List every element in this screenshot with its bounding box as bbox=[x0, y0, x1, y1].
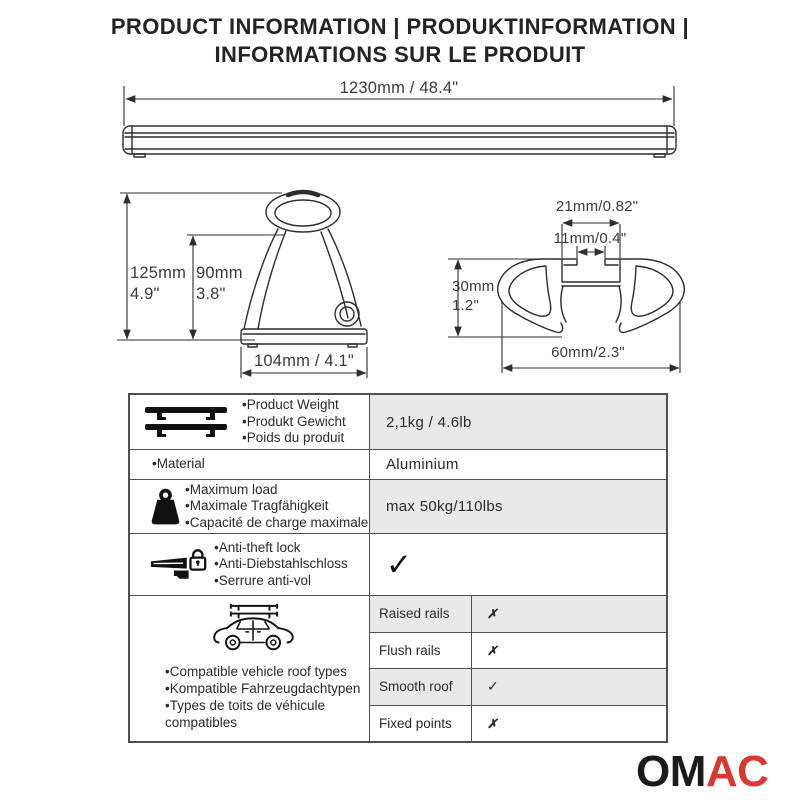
dim-foot-total-height: 125mm 4.9" bbox=[130, 264, 187, 303]
table-row-max-load bbox=[130, 479, 666, 533]
omac-logo-red: AC bbox=[705, 747, 769, 796]
anti-theft-checkmark: ✓ bbox=[386, 546, 413, 582]
page-title-line2: INFORMATIONS SUR LE PRODUIT bbox=[214, 42, 586, 67]
dim-profile-width: 60mm/2.3" bbox=[551, 344, 625, 361]
crossbars-icon bbox=[145, 405, 227, 439]
weight-icon bbox=[150, 487, 181, 527]
crossbar-top-view-drawing bbox=[112, 82, 687, 162]
dim-profile-height: 30mm 1.2" bbox=[452, 278, 495, 314]
page-title bbox=[0, 13, 800, 69]
material-labels: •Material bbox=[152, 456, 205, 472]
roof-types-options bbox=[370, 596, 666, 741]
max-load-value: max 50kg/110lbs bbox=[370, 480, 666, 533]
table-row-material bbox=[130, 449, 666, 479]
anti-theft-labels: •Anti-theft lock •Anti-Diebstahlschloss •Serrure anti-vol bbox=[214, 539, 348, 588]
dim-profile-channel-width: 21mm/0.82" bbox=[555, 198, 639, 215]
table-row-anti-theft bbox=[130, 533, 666, 595]
flush-rails-mark: ✗ bbox=[487, 643, 498, 658]
foot-front-view-drawing bbox=[112, 186, 424, 394]
fixed-points-mark: ✗ bbox=[487, 716, 498, 731]
car-roof-rack-icon bbox=[208, 602, 300, 656]
smooth-roof-mark: ✓ bbox=[487, 678, 499, 695]
omac-logo bbox=[636, 747, 769, 796]
page-title-line1: PRODUCT INFORMATION | PRODUKTINFORMATION | bbox=[110, 14, 690, 39]
roof-option-flush-rails: Flush rails ✗ bbox=[370, 632, 666, 669]
weight-value: 2,1kg / 4.6lb bbox=[370, 395, 666, 449]
raised-rails-mark: ✗ bbox=[487, 607, 498, 622]
dim-foot-body-height: 90mm 3.8" bbox=[196, 264, 243, 303]
omac-logo-black: OM bbox=[636, 747, 706, 796]
roof-option-fixed-points: Fixed points ✗ bbox=[370, 705, 666, 742]
dim-foot-base-width: 104mm / 4.1" bbox=[254, 352, 354, 370]
material-value: Aluminium bbox=[386, 456, 459, 473]
roof-option-raised-rails: Raised rails ✗ bbox=[370, 596, 666, 632]
dim-bar-length: 1230mm / 48.4" bbox=[339, 79, 459, 97]
table-row-weight bbox=[130, 395, 666, 449]
roof-types-labels: •Compatible vehicle roof types •Kompatible Fahrzeugdachtypen •Types de toits de véhicule compatibles bbox=[165, 664, 361, 730]
max-load-labels: •Maximum load •Maximale Tragfähigkeit •Capacité de charge maximale bbox=[185, 481, 369, 530]
crossbar-cross-section-drawing bbox=[440, 196, 695, 378]
table-row-roof-types bbox=[130, 595, 666, 741]
weight-labels: •Product Weight •Produkt Gewicht •Poids du produit bbox=[242, 397, 346, 446]
lock-icon bbox=[150, 546, 207, 584]
spec-table bbox=[128, 393, 668, 743]
roof-option-smooth-roof: Smooth roof ✓ bbox=[370, 668, 666, 705]
dim-profile-slot-width: 11mm/0.4" bbox=[553, 230, 627, 247]
